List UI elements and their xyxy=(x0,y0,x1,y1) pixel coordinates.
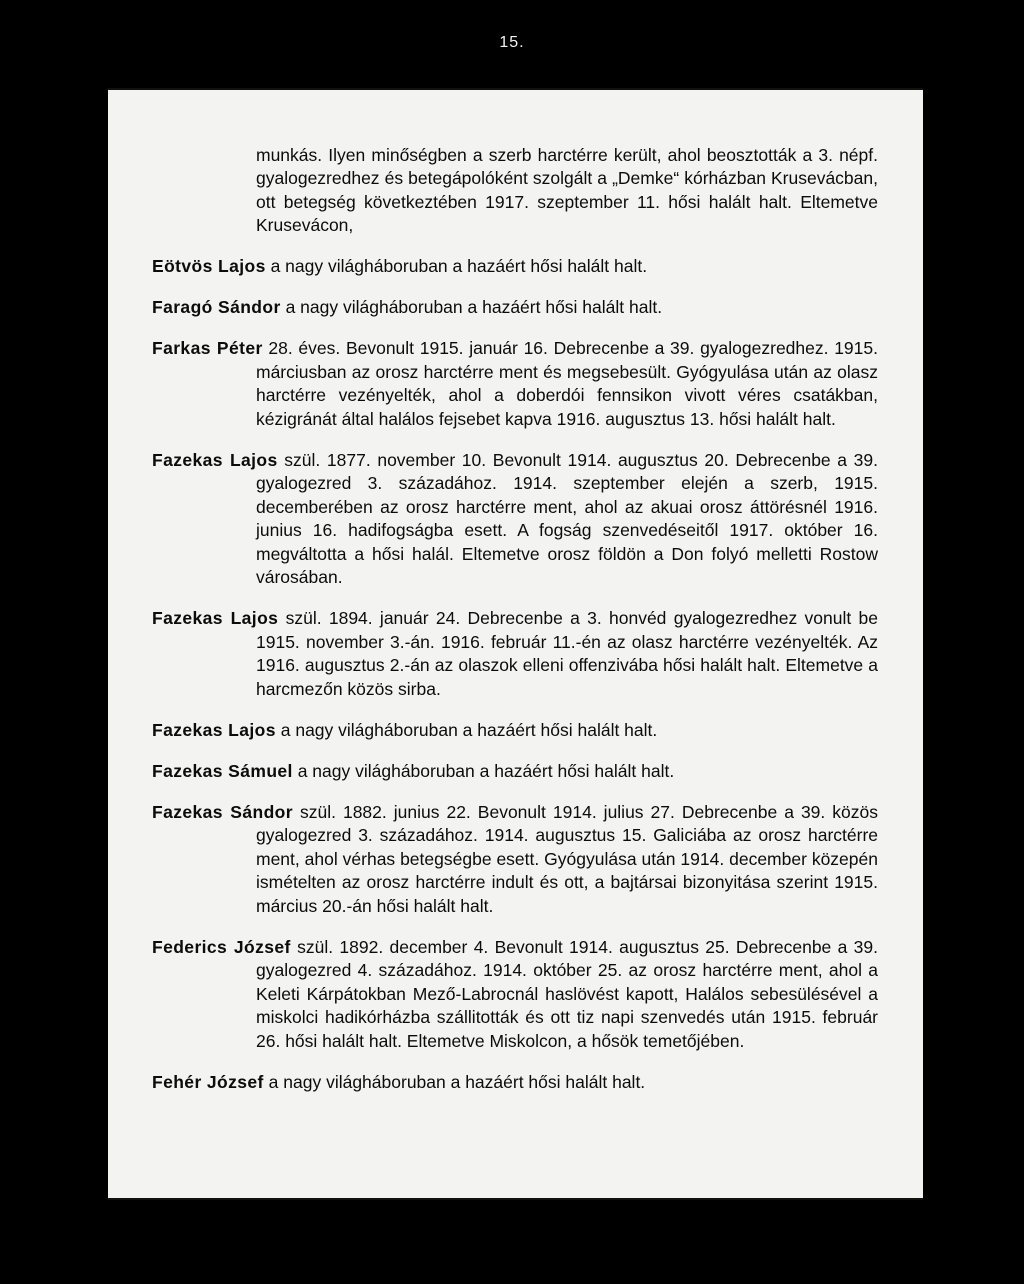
entry-text: a nagy világháboruban a hazáért hősi halált halt. xyxy=(265,256,648,276)
entry-name: Farkas Péter xyxy=(152,338,263,358)
list-item xyxy=(152,255,878,279)
list-item xyxy=(152,801,878,919)
list-item xyxy=(152,144,878,238)
list-item xyxy=(152,760,878,784)
entry-text: munkás. Ilyen minőségben a szerb harctérre került, ahol beosztották a 3. népf. gyalogezredhez és betegápolóként szolgált a „Demke“ kórházban Krusevácban, ott betegség következtében 1917. szeptember 11. hősi halált halt. Eltemetve Krusevácon, xyxy=(256,144,878,235)
entry-name: Federics József xyxy=(152,936,291,957)
entry-name: Eötvös Lajos xyxy=(152,256,266,276)
list-item xyxy=(152,296,878,320)
entry-name: Fazekas Sámuel xyxy=(152,760,293,781)
entry-text: a nagy világháboruban a hazáért hősi halált halt. xyxy=(292,760,675,781)
list-item xyxy=(152,936,878,1054)
entry-text: a nagy világháboruban a hazáért hősi halált halt. xyxy=(280,297,663,317)
list-item xyxy=(152,337,878,431)
entry-name: Fehér József xyxy=(152,1071,264,1092)
document-page xyxy=(108,88,923,1200)
entry-name: Faragó Sándor xyxy=(152,297,281,317)
entry-name: Fazekas Sándor xyxy=(152,801,293,822)
entry-text: 28. éves. Bevonult 1915. január 16. Debrecenbe a 39. gyalogezredhez. 1915. márciusban az orosz harctérre ment és megsebesült. Gyógyulása után az olasz harctérre vezényelték, ahol a doberdói fennsikon vivott véres csatákban, kézigránát által halálos fejsebet kapva 1916. augusztus 13. hősi halált halt. xyxy=(256,338,878,429)
entry-list xyxy=(152,126,878,1106)
entry-text: a nagy világháboruban a hazáért hősi halált halt. xyxy=(275,719,658,740)
entry-text: a nagy világháboruban a hazáért hősi halált halt. xyxy=(263,1071,646,1092)
page-number: 15. xyxy=(499,34,525,51)
entry-text: szül. 1892. december 4. Bevonult 1914. augusztus 25. Debrecenbe a 39. gyalogezred 4. századához. 1914. október 25. az orosz harctérre ment, ahol a Keleti Kárpátokban Mező-Labrocnál haslövést kapott, Halálos sebesülésével a miskolci hadikórházba szállitották és ott tiz napi szenvedés után 1915. február 26. hősi halált halt. Eltemetve Miskolcon, a hősök temetőjében. xyxy=(256,936,878,1051)
entry-name: Fazekas Lajos xyxy=(152,719,276,740)
list-item xyxy=(152,1071,878,1095)
entry-text: szül. 1894. január 24. Debrecenbe a 3. honvéd gyalogezredhez vonult be 1915. november 3.-án. 1916. február 11.-én az olasz harctérre vezényelték. Az 1916. augusztus 2.-án az olaszok elleni offenzivába hősi halált halt. Eltemetve a harcmezőn közös sirba. xyxy=(256,608,878,699)
entry-text: szül. 1877. november 10. Bevonult 1914. augusztus 20. Debrecenbe a 39. gyalogezred 3. századához. 1914. szeptember elején a szerb, 1915. decemberében az orosz harctérre ment, ahol az akuai orosz áttörésnél 1916. junius 16. hadifogságba esett. A fogság szenvedéseitől 1917. október 16. megváltotta a hősi halál. Eltemetve orosz földön a Don folyó melletti Rostow városában. xyxy=(256,449,878,587)
list-item xyxy=(152,607,878,701)
list-item xyxy=(152,449,878,590)
entry-name: Fazekas Lajos xyxy=(152,449,278,470)
entry-name: Fazekas Lajos xyxy=(152,608,279,628)
list-item xyxy=(152,719,878,743)
entry-text: szül. 1882. junius 22. Bevonult 1914. julius 27. Debrecenbe a 39. közös gyalogezred 3. századához. 1914. augusztus 15. Galiciába az orosz harctérre ment, ahol vérhas betegségbe esett. Gyógyulása után 1914. december közepén ismételten az orosz harctérre indult és ott, a bajtársai bizonyitása szerint 1915. március 20.-án hősi halált halt. xyxy=(256,801,878,916)
